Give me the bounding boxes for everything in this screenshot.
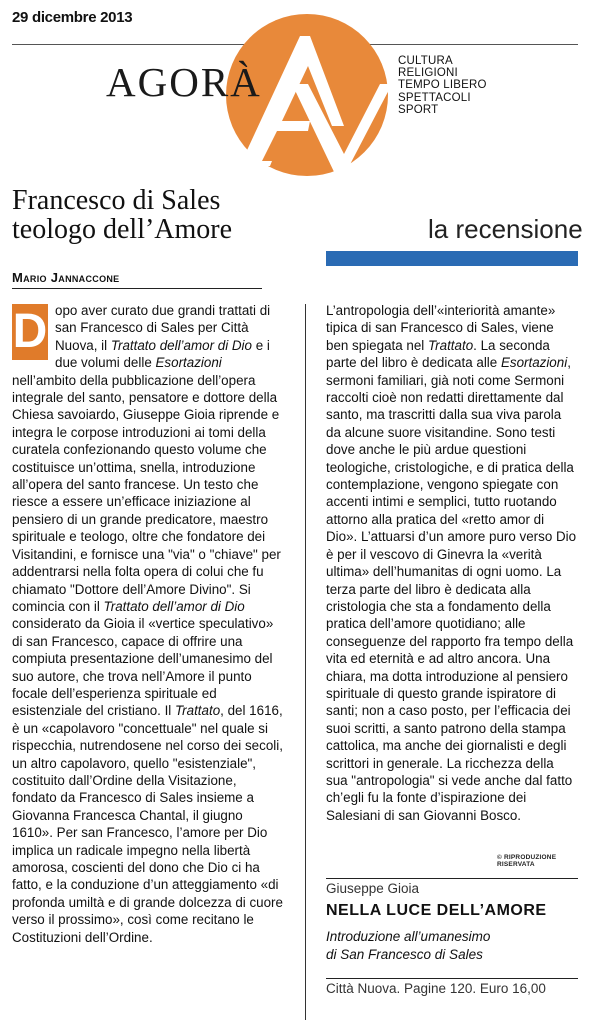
book-subtitle-line: di San Francesco di Sales — [326, 947, 483, 962]
section-list — [398, 55, 487, 116]
section-item: TEMPO LIBERO — [398, 79, 487, 92]
section-kicker: la recensione — [428, 214, 583, 244]
section-item: RELIGIONI — [398, 67, 458, 80]
book-box-rule — [326, 978, 578, 979]
author-rule — [12, 288, 262, 289]
column-1-text: opo aver curato due grandi trattati di san Francesco di Sales per Città Nuova, il Trattato dell’amor di Dio e i due volumi delle Esortazioni nell’ambito della pubblicazione dell’opera integrale del santo, pensatore e dottore della Chiesa savoiardo, Giuseppe Gioia riprende e integra le corpose introduzioni ai tomi della curatela confezionando questo volume che costituisce un’ottima, snella, introduzione all’opera del santo francese. Un testo che riesce a essere un’efficace iniziazione al pensiero di un grande predicatore, maestro spirituale e teologo, oltre che fondatore dei Visitandini, e fornisce una "via" o "chiave" per addentrarsi nella folta opera di colui che fu chiamato "Dottore dell’Amore Divino". Si comincia con il Trattato dell’amor di Dio considerato da Gioia il «vertice speculativo» di san Francesco, capace di offrire una compiuta presentazione dell’umanesimo del suo autore, che trova nell’Amore il punto focale dell’esperienza spirituale ed esistenziale del cristiano. Il Trattato, del 1616, è un «capolavoro "concettuale" nel quale si rispecchia, nutrendosene nel corso dei secoli, un altro capolavoro, quello "esistenziale", costituito dall’Ordine della Visitazione, fondato da Francesco di Sales insieme a Giovanna Francesca Chantal, il giugno 1610». Per san Francesco, l’amore per Dio implica un radicale impegno nella libertà amorosa, coscienti del dono che Dio ci ha fatto, e la conduzione d’un atteggiamento «di profonda umiltà e di grande dolcezza di cuore verso il prossimo», così come recitano le Costituzioni dell’Ordine. — [12, 303, 283, 945]
book-author: Giuseppe Gioia — [326, 881, 420, 896]
section-item: SPETTACOLI — [398, 91, 471, 104]
book-subtitle-line: Introduzione all’umanesimo — [326, 929, 491, 944]
article-column-1 — [12, 302, 284, 946]
article-column-2 — [326, 302, 578, 824]
book-box-rule — [326, 878, 578, 879]
drop-cap: D — [12, 305, 48, 358]
article-author: Mario Jannaccone — [12, 270, 120, 285]
book-subtitle — [326, 928, 490, 964]
section-item: SPORT — [398, 103, 439, 116]
column-divider — [305, 304, 306, 1020]
title-line: Francesco di Sales — [12, 185, 221, 216]
title-line: teologo dell’Amore — [12, 214, 233, 245]
column-2-text: L’antropologia dell’«interiorità amante» tipica di san Francesco di Sales, viene ben spiegata nel Trattato. La seconda parte del libro è dedicata alle Esortazioni, sermoni familiari, già noti come Sermoni raccolti cioè non redatti direttamente dal santo, ma trascritti dalla sua viva parola da alcune suore visitandine. Sono testi dove anche le più ardue questioni teologiche, cristologiche, e di pratica della contemplazione, vengono spiegate con accenti intimi e semplici, tutto ruotando attorno alla pratica del «retto amor di Dio». L’attuarsi d’un amore puro verso Dio è per il vescovo di Ginevra la «verità ultima» dell’humanitas di ogni uomo. La terza parte del libro è dedicata alla cristologia che sta a fondamento della pratica dell’amore quotidiano; alle conseguenze del rapporto fra tempo della vita ed eternità e ad altro ancora. Una chiara, ma dotta introduzione al pensiero spirituale di questo grande ispiratore di santi; non a caso posto, per l’efficacia dei suoi scritti, a santo patrono della stampa cattolica, ma anche dei giornalisti e degli scrittori in generale. La ricchezza della sua "antropologia" si vede anche dal fatto ch’egli fu la fonte d’ispirazione dei Salesiani di san Giovanni Bosco. — [326, 303, 577, 823]
issue-date: 29 dicembre 2013 — [12, 9, 133, 26]
av-logo-icon — [232, 26, 402, 186]
article-title — [12, 186, 232, 244]
kicker-bar — [326, 251, 578, 266]
brand-name: AGORÀ — [106, 59, 262, 105]
section-item: CULTURA — [398, 55, 453, 67]
reproduction-note: © RIPRODUZIONE RISERVATA — [497, 854, 557, 868]
publisher-info: Città Nuova. Pagine 120. Euro 16,00 — [326, 981, 546, 996]
book-title: NELLA LUCE DELL’AMORE — [326, 902, 547, 919]
